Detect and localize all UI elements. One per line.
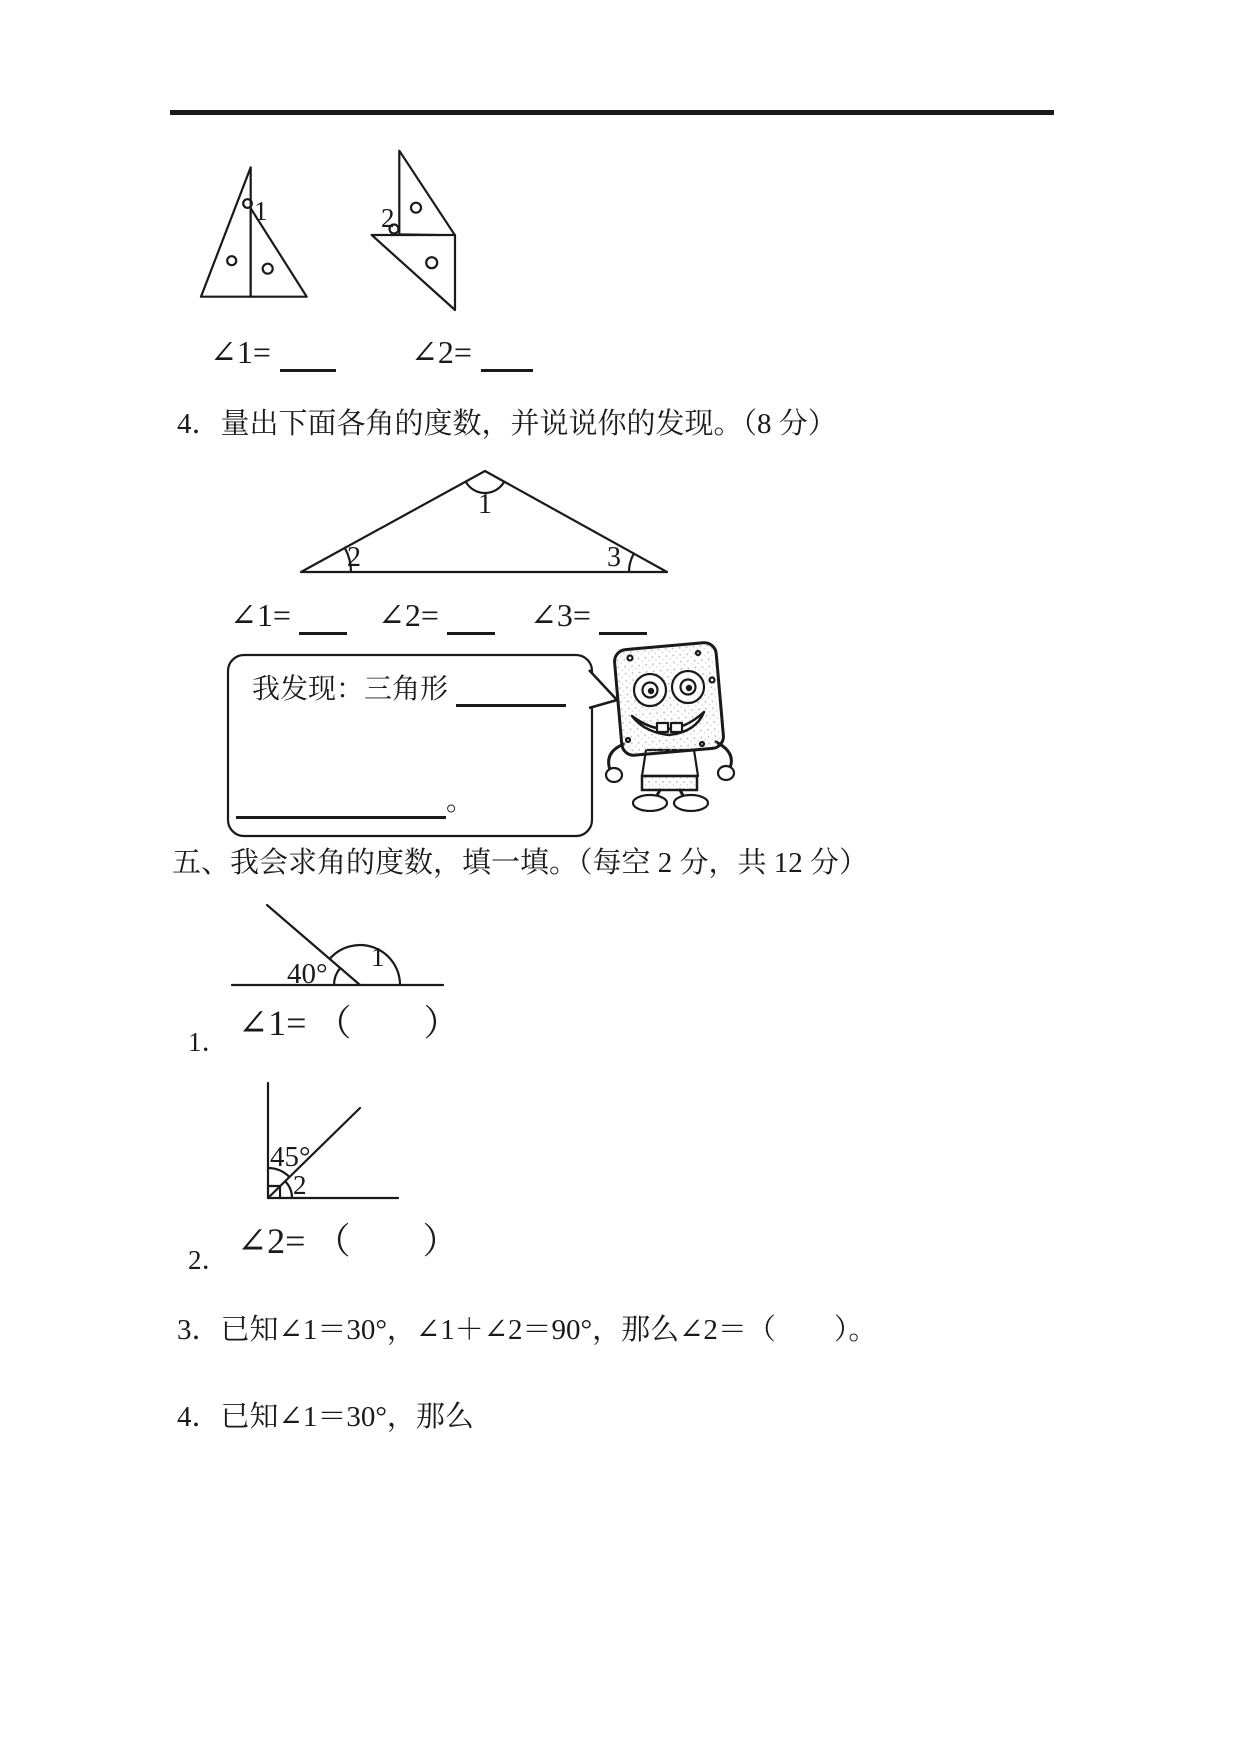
figure-angle-40: [225, 898, 455, 993]
item4-text: 已知∠1＝30°，那么: [220, 1401, 474, 1433]
angle-2-label: 2: [381, 203, 395, 233]
q4-answer-3-blank: [599, 597, 647, 635]
unknown-angle-label: 2: [293, 1170, 307, 1200]
figure-rotated-triangles: [360, 140, 470, 320]
figure-angle-45: [255, 1078, 410, 1208]
unknown-angle-label: 1: [371, 942, 385, 972]
item1-answer: ∠1= （ ）: [238, 1003, 460, 1043]
item3-number: 3．: [177, 1314, 221, 1346]
figure-split-triangle: [190, 140, 320, 310]
q4-answer-3-label: ∠3=: [530, 597, 591, 633]
angle2-answer: [411, 333, 533, 372]
tooth: [657, 723, 668, 732]
arc-angle-2: [285, 1181, 292, 1198]
given-angle-label: 45°: [270, 1141, 311, 1173]
angle1-answer-blank: [280, 334, 336, 372]
q4-answer-3: [530, 596, 647, 635]
question4-prompt: 4．量出下面各角的度数，并说说你的发现。（8 分）: [177, 408, 837, 440]
section5-heading: 五、我会求角的度数，填一填。（每空 2 分，共 12 分）: [172, 847, 869, 879]
sponge-cartoon-character: [598, 640, 743, 812]
q4-answer-1-label: ∠1=: [230, 597, 291, 633]
bubble-line1-text: 我发现：三角形: [252, 674, 449, 705]
left-shoe: [633, 795, 667, 811]
right-hand: [718, 766, 734, 780]
bubble-line2-blank: [236, 785, 446, 819]
q4-answer-2-label: ∠2=: [378, 597, 439, 633]
angle1-answer-label: ∠1=: [210, 334, 271, 370]
item3-line: [177, 1312, 877, 1350]
angle-1-label: 1: [254, 196, 268, 226]
angle2-answer-blank: [481, 334, 533, 372]
arc-40: [334, 968, 340, 985]
item3-text: 已知∠1＝30°，∠1＋∠2＝90°，那么∠2＝（ ）。: [220, 1314, 878, 1346]
top-divider: [170, 110, 1054, 115]
q4-answer-2: [378, 596, 495, 635]
q4-answer-1-blank: [299, 597, 347, 635]
q4-answer-1: [230, 596, 347, 635]
right-shoe: [674, 795, 708, 811]
left-sub-triangle: [201, 167, 251, 296]
bubble-line1: [252, 672, 566, 708]
bubble-line1-blank: [456, 673, 566, 707]
left-pupil: [648, 688, 654, 694]
angle1-answer: [210, 333, 336, 372]
given-angle-label: 40°: [287, 958, 328, 990]
triangle-angle2-label: 2: [347, 542, 361, 573]
right-pupil: [686, 685, 692, 691]
figure-measured-triangle: [290, 455, 680, 580]
triangle-angle3-label: 3: [607, 542, 621, 573]
item4-line: [177, 1399, 474, 1437]
item4-number: 4．: [177, 1401, 221, 1433]
q4-answer-2-blank: [447, 597, 495, 635]
left-hand: [606, 768, 622, 782]
bubble-line2-period: 。: [446, 786, 475, 817]
bubble-line2: [236, 784, 474, 820]
shorts: [642, 776, 697, 790]
item2-number: 2．: [188, 1245, 229, 1275]
bottom-sub-triangle: [372, 235, 455, 310]
angle2-answer-label: ∠2=: [411, 334, 472, 370]
top-sub-triangle: [399, 151, 455, 236]
triangle-angle1-label: 1: [478, 489, 492, 520]
item1-number: 1．: [188, 1027, 229, 1057]
tooth: [671, 723, 682, 732]
arc-angle-1: [330, 945, 400, 985]
item2-answer: ∠2= （ ）: [237, 1221, 459, 1261]
